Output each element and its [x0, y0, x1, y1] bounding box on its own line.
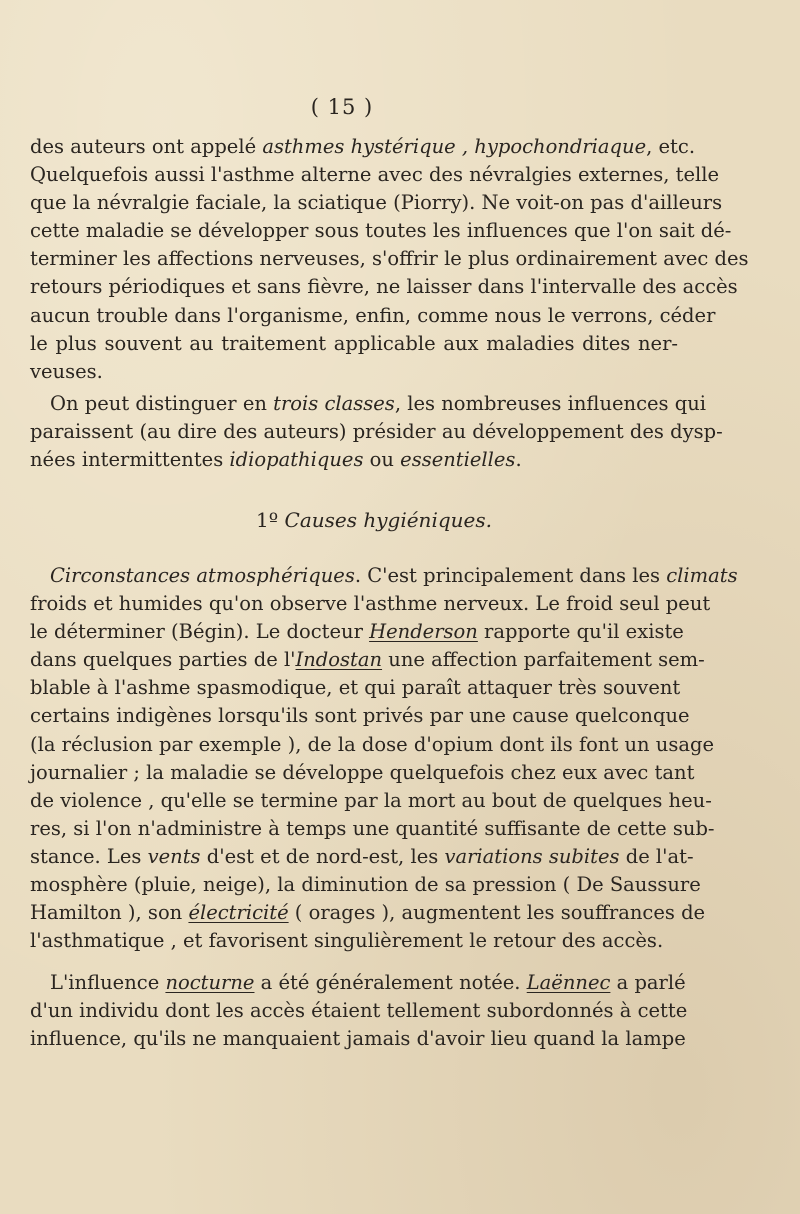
italic-term: électricité: [188, 901, 289, 925]
section-number: 1º: [256, 508, 285, 532]
italic-term: nocturne: [165, 971, 255, 994]
paragraph-nocturnal: [30, 969, 688, 1053]
text-line: veuses.: [30, 359, 103, 383]
text-line: cette maladie se développer sous toutes les influences que l'on sait dé-: [30, 219, 732, 243]
italic-term: idiopathiques: [229, 448, 364, 472]
text-line: d'un individu dont les accès étaient tellement subordonnés à cette: [30, 999, 688, 1023]
text-line: de violence , qu'elle se termine par la mort au bout de quelques heu-: [30, 788, 712, 812]
text-line: (la réclusion par exemple ), de la dose d'opium dont ils font un usage: [30, 732, 715, 756]
text-line: terminer les affections nerveuses, s'offrir le plus ordinairement avec des: [30, 247, 749, 271]
text-line: aucun trouble dans l'organisme, enfin, comme nous le verrons, céder: [30, 303, 716, 327]
italic-term: variations subites: [444, 844, 620, 868]
text-line: retours périodiques et sans fièvre, ne laisser dans l'intervalle des accès: [30, 275, 738, 299]
italic-term: essentielles: [400, 448, 516, 472]
italic-term: Laënnec: [526, 971, 611, 994]
text-line: paraissent (au dire des auteurs) présider au développement des dysp-: [30, 420, 723, 444]
text-line: le plus souvent au traitement applicable aux maladies dites ner-: [30, 331, 678, 355]
italic-term: Circonstances atmosphériques: [50, 564, 355, 587]
text-line: l'asthmatique , et favorisent singulièrement le retour des accès.: [30, 929, 664, 953]
text-line: influence, qu'ils ne manquaient jamais d'avoir lieu quand la lampe: [30, 1027, 686, 1051]
text-line: On peut distinguer en trois classes, les nombreuses influences qui: [50, 392, 707, 415]
text-line: des auteurs ont appelé asthmes hystérique , hypochondriaque, etc.: [30, 135, 696, 158]
paragraph-atmospheric: [30, 562, 738, 955]
text-line: que la névralgie faciale, la sciatique (Piorry). Ne voit-on pas d'ailleurs: [30, 191, 723, 215]
text-line: stance. Les vents d'est et de nord-est, les variations subites de l'at-: [30, 844, 694, 868]
text-line: L'influence nocturne a été généralement notée. Laënnec a parlé: [50, 971, 686, 994]
text-line: froids et humides qu'on observe l'asthme nerveux. Le froid seul peut: [30, 592, 711, 616]
page-number: ( 15 ): [310, 95, 374, 119]
section-heading: [0, 508, 748, 532]
text-line: Quelquefois aussi l'asthme alterne avec des névralgies externes, telle: [30, 163, 720, 187]
text-line: dans quelques parties de l'Indostan une affection parfaitement sem-: [30, 648, 705, 672]
text-line: Circonstances atmosphériques. C'est principalement dans les climats: [50, 564, 738, 587]
text-line: le déterminer (Bégin). Le docteur Henderson rapporte qu'il existe: [30, 620, 684, 644]
section-title: Causes hygiéniques.: [284, 508, 492, 532]
italic-term: trois classes: [273, 392, 395, 415]
paragraph-continuation: [30, 133, 749, 386]
italic-term: asthmes hystérique , hypochondriaque: [262, 135, 647, 158]
text-line: res, si l'on n'administre à temps une quantité suffisante de cette sub-: [30, 816, 715, 840]
text-line: journalier ; la maladie se développe quelquefois chez eux avec tant: [30, 760, 695, 784]
text-line: nées intermittentes idiopathiques ou essentielles.: [30, 448, 522, 472]
italic-term: Indostan: [295, 648, 383, 672]
italic-term: climats: [666, 564, 738, 587]
text-line: certains indigènes lorsqu'ils sont privés par une cause quelconque: [30, 704, 690, 728]
italic-term: Henderson: [369, 620, 478, 644]
paragraph-classes: [30, 390, 723, 474]
text-line: mosphère (pluie, neige), la diminution de sa pression ( De Saussure: [30, 873, 701, 897]
text-line: Hamilton ), son électricité ( orages ), augmentent les souffrances de: [30, 901, 706, 925]
italic-term: vents: [147, 844, 201, 868]
text-line: blable à l'ashme spasmodique, et qui paraît attaquer très souvent: [30, 676, 681, 700]
